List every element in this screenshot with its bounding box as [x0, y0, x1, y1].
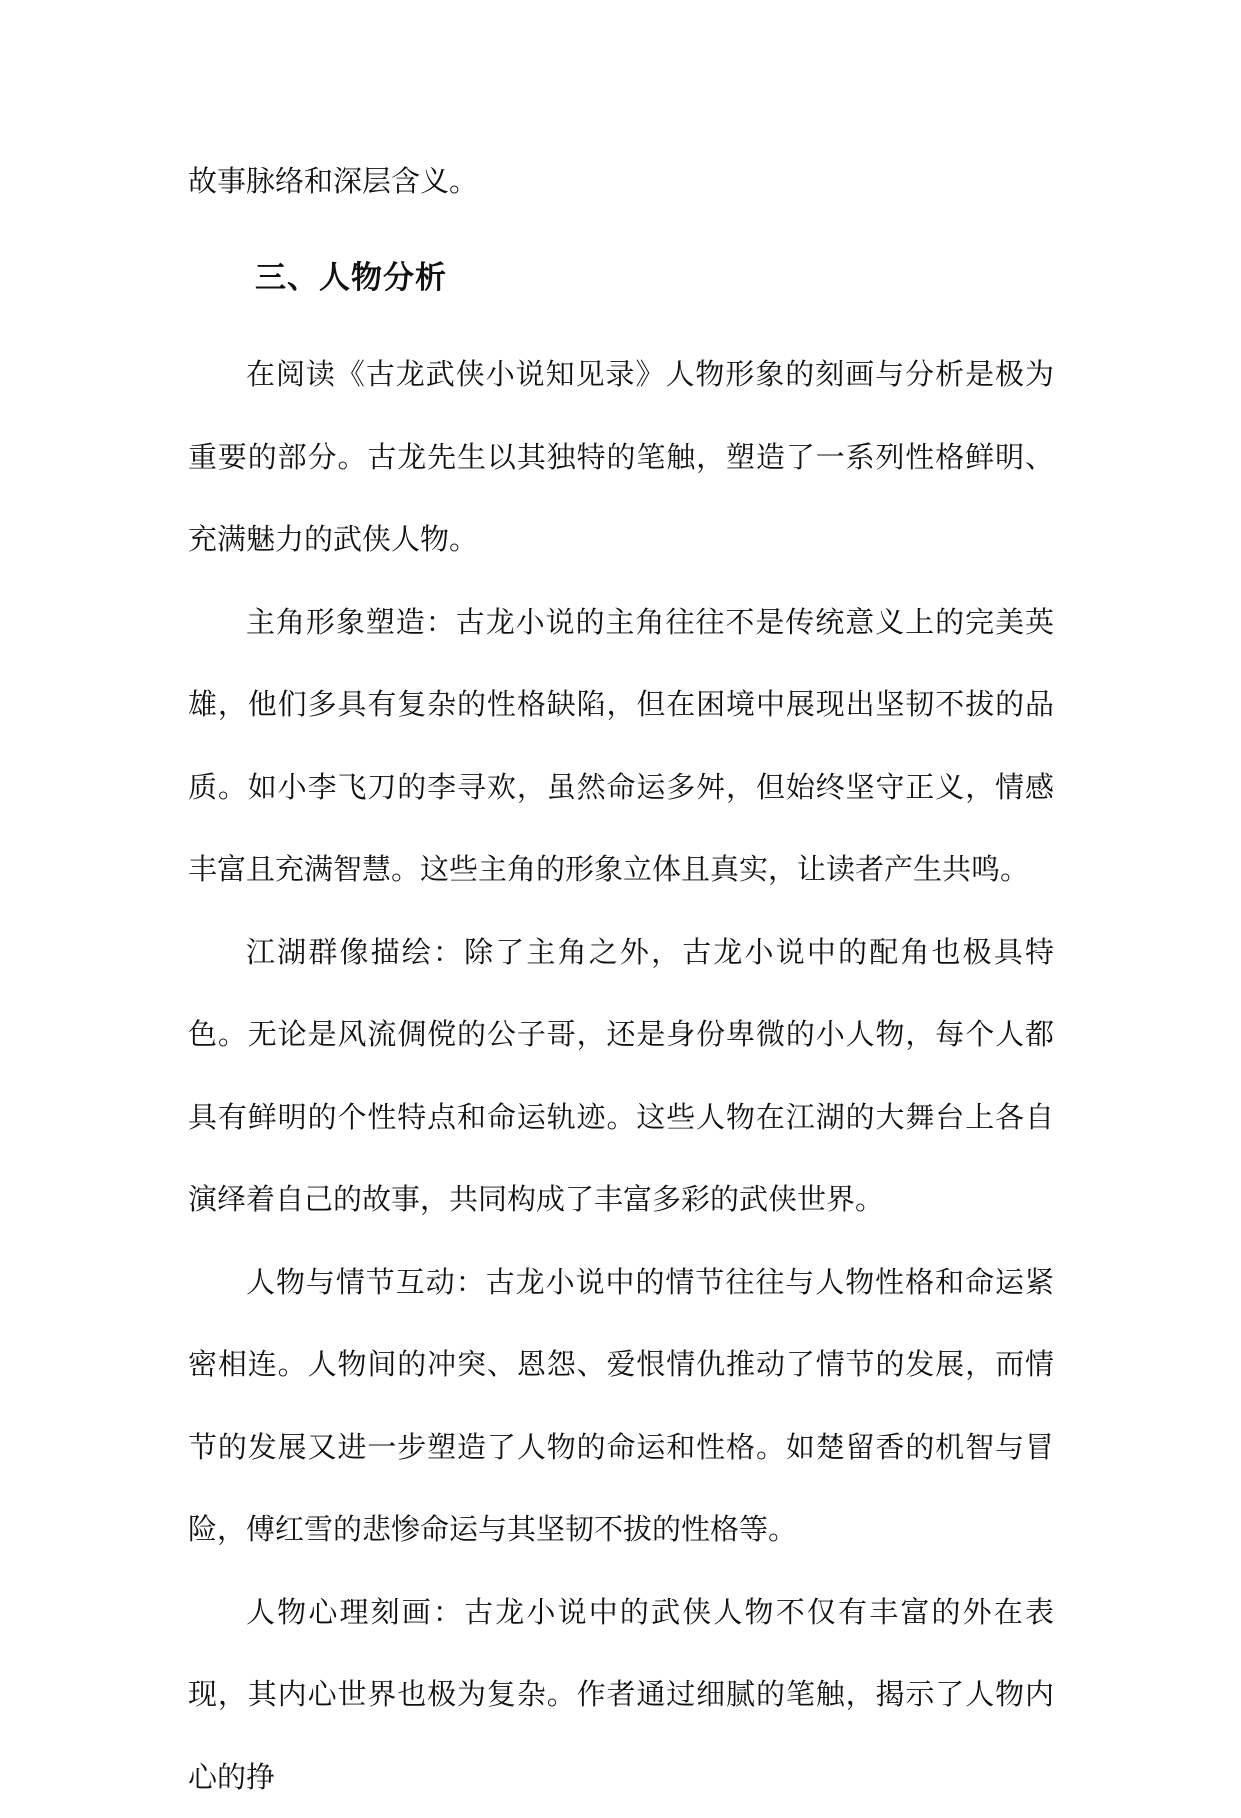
lead-line: 故事脉络和深层含义。 [188, 140, 1054, 223]
paragraph: 主角形象塑造：古龙小说的主角往往不是传统意义上的完美英雄，他们多具有复杂的性格缺陷，但在困境中展现出坚韧不拔的品质。如小李飞刀的李寻欢，虽然命运多舛，但始终坚守正义，情感丰富且充满智慧。这些主角的形象立体且真实，让读者产生共鸣。 [188, 581, 1054, 911]
paragraph: 人物与情节互动：古龙小说中的情节往往与人物性格和命运紧密相连。人物间的冲突、恩怨、爱恨情仇推动了情节的发展，而情节的发展又进一步塑造了人物的命运和性格。如楚留香的机智与冒险，傅红雪的悲惨命运与其坚韧不拔的性格等。 [188, 1241, 1054, 1571]
document-body [188, 140, 1054, 223]
paragraph: 人物心理刻画：古龙小说中的武侠人物不仅有丰富的外在表现，其内心世界也极为复杂。作者通过细腻的笔触，揭示了人物内心的挣 [188, 1571, 1054, 1818]
paragraph: 江湖群像描绘：除了主角之外，古龙小说中的配角也极具特色。无论是风流倜傥的公子哥，还是身份卑微的小人物，每个人都具有鲜明的个性特点和命运轨迹。这些人物在江湖的大舞台上各自演绎着自己的故事，共同构成了丰富多彩的武侠世界。 [188, 911, 1054, 1241]
paragraph: 在阅读《古龙武侠小说知见录》人物形象的刻画与分析是极为重要的部分。古龙先生以其独特的笔触，塑造了一系列性格鲜明、充满魅力的武侠人物。 [188, 333, 1054, 581]
section-heading: 三、人物分析 [255, 263, 447, 294]
section-body [188, 333, 1054, 1818]
